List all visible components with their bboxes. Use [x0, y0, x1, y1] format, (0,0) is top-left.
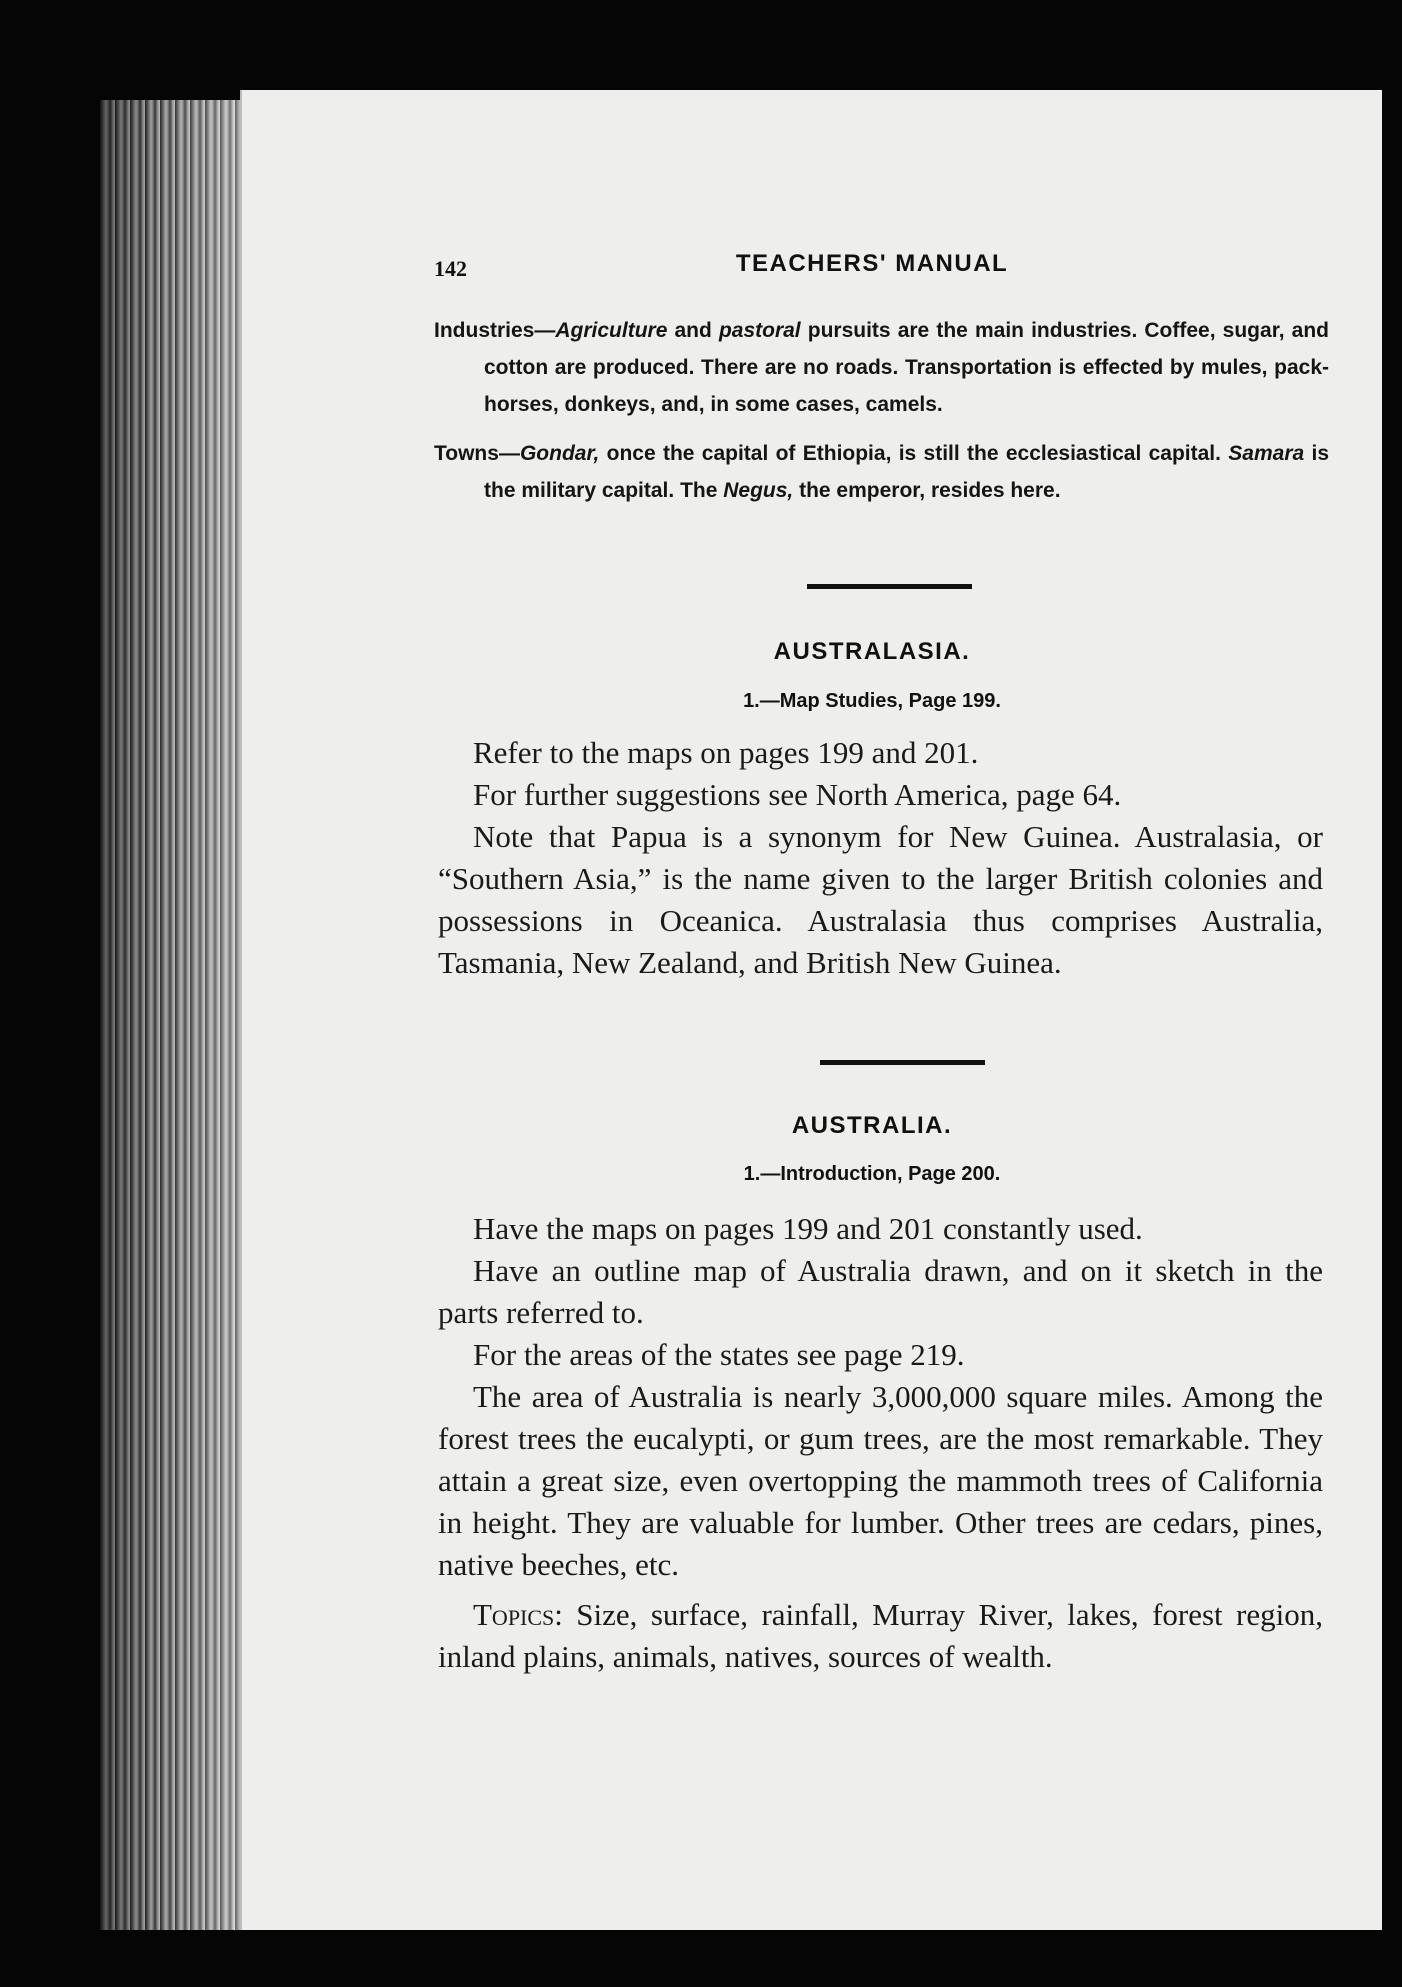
- running-head: TEACHERS' MANUAL: [735, 250, 1009, 277]
- entry-dash: —: [534, 319, 556, 342]
- entry-term: Industries: [434, 319, 535, 342]
- entry-text: is the military capital. The: [484, 442, 1329, 502]
- australia-body: [438, 1208, 1323, 1678]
- book-page: [240, 90, 1382, 1930]
- entry-dash: —: [498, 442, 520, 465]
- paragraph: Note that Papua is a synonym for New Guinea. Australasia, or “Southern Asia,” is the name given to the larger British colonies and possessions in Oceanica. Australasia thus comprises Australia, Tasmania, New Zealand, and British New Guinea.: [438, 819, 1323, 980]
- page-header: [242, 250, 1382, 290]
- section-divider: [807, 584, 972, 589]
- section-title-australia: AUSTRALIA.: [791, 1112, 953, 1139]
- ethiopia-entries: [434, 312, 1329, 521]
- paragraph: For further suggestions see North America, page 64.: [473, 777, 1122, 812]
- entry-italic: Gondar,: [519, 442, 600, 465]
- entry-italic: pastoral: [718, 319, 801, 342]
- entry-italic: Agriculture: [555, 319, 668, 342]
- topics-paragraph: [438, 1594, 1323, 1678]
- entry-term: Towns: [434, 442, 499, 465]
- entry-towns: [434, 435, 1329, 509]
- entry-italic: Negus,: [723, 479, 794, 502]
- topics-text: : Size, surface, rainfall, Murray River, lakes, forest region, inland plains, animals, natives, sources of wealth.: [438, 1597, 1323, 1674]
- entry-text: the emperor, resides here.: [793, 479, 1061, 502]
- entry-text: once the capital of Ethiopia, is still the ecclesiastical capital.: [599, 442, 1229, 465]
- subhead-map-studies: 1.—Map Studies, Page 199.: [743, 690, 1001, 712]
- entry-text: pursuits are the main industries. Coffee, sugar, and cotton are produced. There are no roads. Transportation is effected by mules, pack-horses, donkeys, and, in some cases, camels.: [484, 319, 1329, 416]
- paragraph: Have an outline map of Australia drawn, and on it sketch in the parts referred to.: [438, 1253, 1323, 1330]
- paragraph: Refer to the maps on pages 199 and 201.: [473, 735, 979, 770]
- australasia-body: [438, 732, 1323, 984]
- paragraph: The area of Australia is nearly 3,000,000 square miles. Among the forest trees the eucalypti, or gum trees, are the most remarkable. They attain a great size, even overtopping the mammoth trees of California in height. They are valuable for lumber. Other trees are cedars, pines, native beeches, etc.: [438, 1379, 1323, 1582]
- topics-label: Topics: [473, 1597, 555, 1632]
- entry-industries: [434, 312, 1329, 423]
- subhead-introduction: 1.—Introduction, Page 200.: [743, 1163, 1001, 1185]
- entry-text: and: [667, 319, 719, 342]
- section-divider: [820, 1060, 985, 1065]
- paragraph: For the areas of the states see page 219.: [473, 1337, 965, 1372]
- section-title-australasia: AUSTRALASIA.: [773, 638, 971, 665]
- paragraph: Have the maps on pages 199 and 201 constantly used.: [473, 1211, 1143, 1246]
- page-number: 142: [434, 256, 467, 281]
- entry-italic: Samara: [1228, 442, 1305, 465]
- book-page-edges: [100, 100, 260, 1930]
